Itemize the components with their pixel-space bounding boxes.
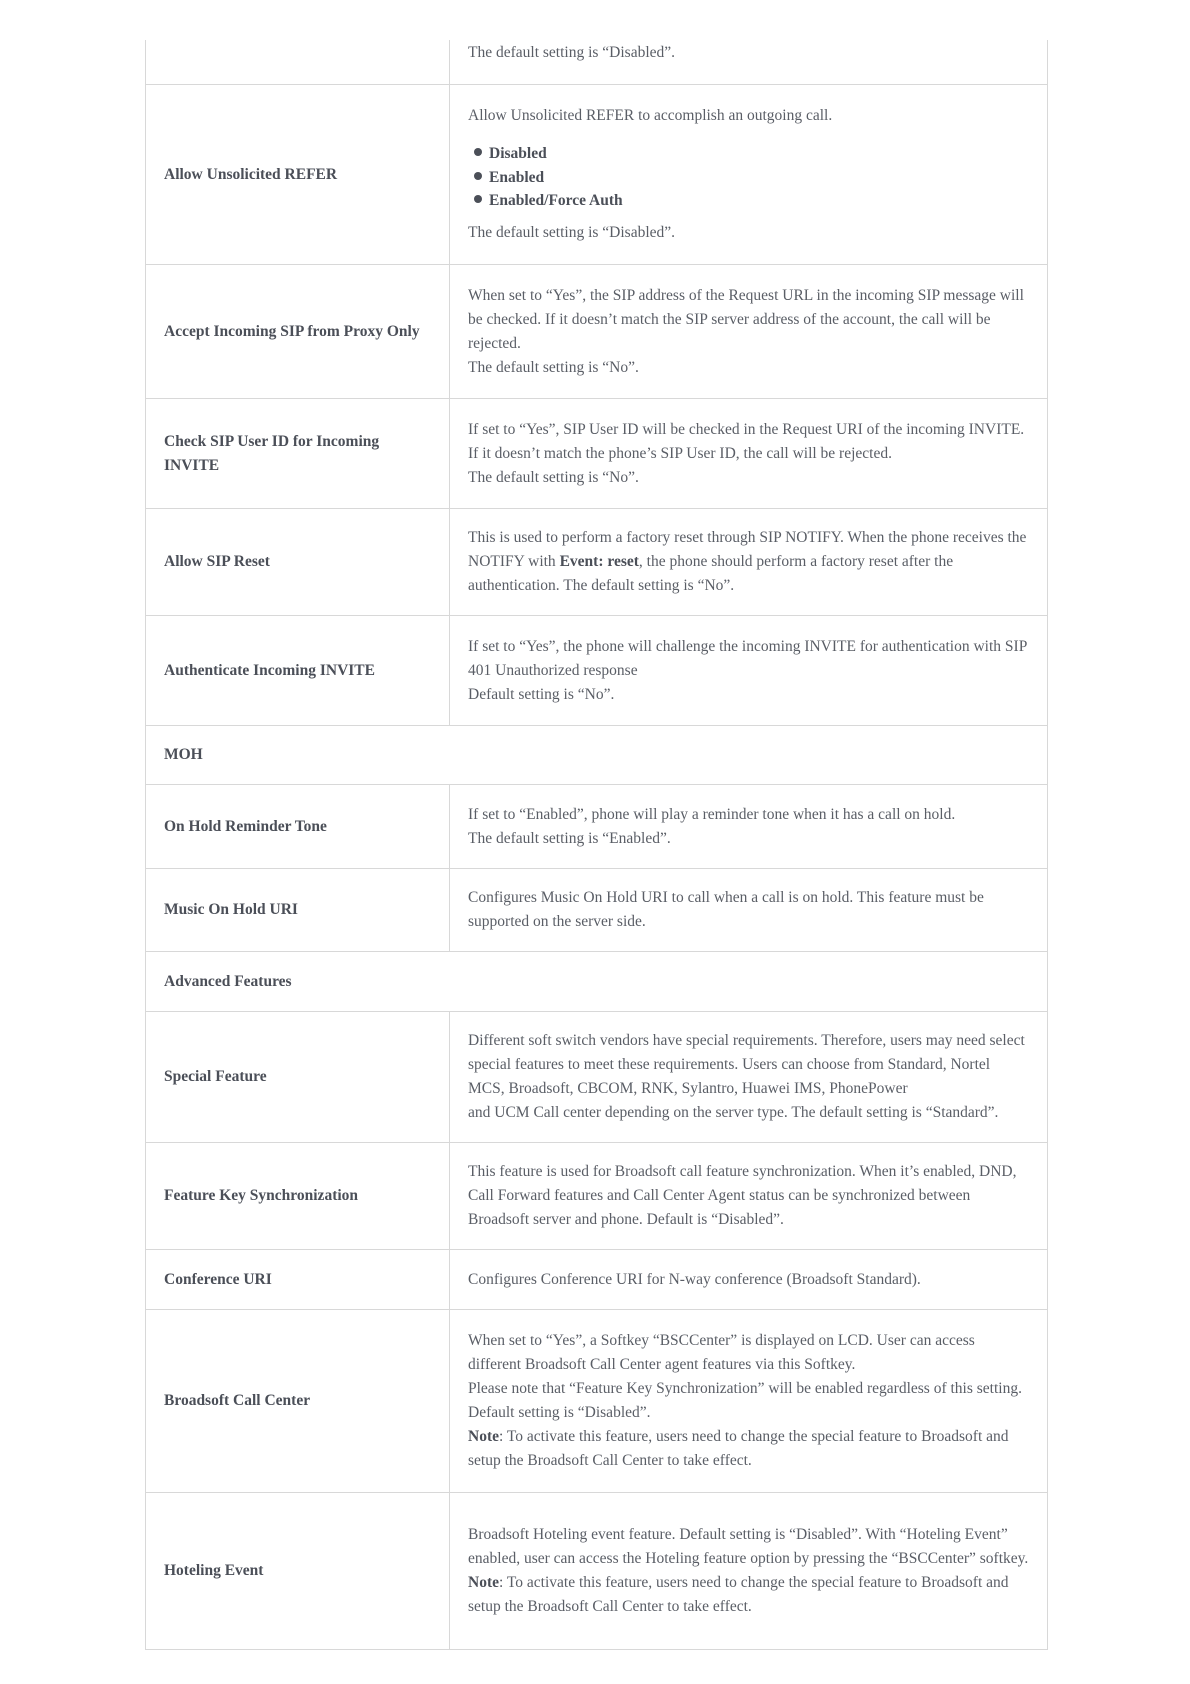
table-row bbox=[146, 265, 1047, 399]
description-text: Different soft switch vendors have special requirements. Therefore, users may need select special features to meet these requirements. Users can choose from Standard, Nortel MCS, Broadsoft, CBCOM, RNK, Sylantro, Huawei IMS, PhonePower bbox=[468, 1032, 1025, 1097]
table-row bbox=[146, 85, 1047, 265]
row-description bbox=[450, 399, 1047, 508]
description-text: Configures Music On Hold URI to call when a call is on hold. This feature must be supported on the server side. bbox=[468, 889, 984, 930]
table-row bbox=[146, 509, 1047, 616]
list-item bbox=[474, 166, 1029, 190]
note-body: : To activate this feature, users need to change the special feature to Broadsoft and setup the Broadsoft Call Center to take effect. bbox=[468, 1574, 1009, 1615]
default-setting-text: Default setting is “No”. bbox=[468, 685, 615, 703]
row-label: Authenticate Incoming INVITE bbox=[146, 616, 450, 725]
row-label: On Hold Reminder Tone bbox=[146, 785, 450, 868]
default-setting-text: The default setting is “Disabled”. bbox=[468, 223, 676, 241]
bullet-icon bbox=[474, 148, 482, 156]
table-row bbox=[146, 399, 1047, 509]
row-label: Check SIP User ID for Incoming INVITE bbox=[146, 399, 450, 508]
default-setting-text: The default setting is “No”. bbox=[468, 468, 639, 486]
description-post: , the phone should perform a factory reset after the authentication. The default setting is “No”. bbox=[468, 553, 954, 594]
table-row bbox=[146, 785, 1047, 869]
note-label: Note bbox=[468, 1574, 499, 1591]
table-row bbox=[146, 1250, 1047, 1310]
bullet-icon bbox=[474, 172, 482, 180]
row-description bbox=[450, 40, 1047, 84]
list-item bbox=[474, 142, 1029, 166]
option-label: Enabled/Force Auth bbox=[489, 192, 623, 210]
row-label: Broadsoft Call Center bbox=[146, 1310, 450, 1492]
bullet-icon bbox=[474, 195, 482, 203]
description-text: Broadsoft Hoteling event feature. Default setting is “Disabled”. With “Hoteling Event” enabled, user can access the Hoteling feature option by pressing the “BSCCenter” softkey. bbox=[468, 1526, 1029, 1567]
options-list bbox=[468, 142, 1029, 213]
table-row bbox=[146, 1143, 1047, 1250]
description-text-continued: and UCM Call center depending on the server type. The default setting is “Standard”. bbox=[468, 1104, 999, 1121]
default-setting-text: The default setting is “No”. bbox=[468, 358, 639, 376]
row-description bbox=[450, 785, 1047, 868]
row-label bbox=[146, 40, 450, 84]
row-label: Allow SIP Reset bbox=[146, 509, 450, 615]
row-description bbox=[450, 1250, 1047, 1309]
note-text bbox=[468, 1425, 1029, 1473]
table-row bbox=[146, 869, 1047, 952]
description-text: When set to “Yes”, a Softkey “BSCCenter” is displayed on LCD. User can access different Broadsoft Call Center agent features via this Softkey. bbox=[468, 1332, 975, 1373]
table-row bbox=[146, 1012, 1047, 1143]
table-row bbox=[146, 1493, 1047, 1650]
row-label: Accept Incoming SIP from Proxy Only bbox=[146, 265, 450, 398]
note-text bbox=[468, 1571, 1029, 1619]
description-text: If set to “Yes”, the phone will challenge the incoming INVITE for authentication with SIP 401 Unauthorized response bbox=[468, 637, 1027, 679]
description-text bbox=[468, 526, 1029, 598]
row-description bbox=[450, 85, 1047, 264]
list-item bbox=[474, 189, 1029, 213]
section-title: Advanced Features bbox=[164, 972, 292, 990]
description-text: When set to “Yes”, the SIP address of the Request URL in the incoming SIP message will be checked. If it doesn’t match the SIP server address of the account, the call will be rejected. bbox=[468, 286, 1024, 352]
note-label: Note bbox=[468, 1428, 499, 1445]
section-header-moh bbox=[146, 726, 1047, 785]
description-text-continued: Please note that “Feature Key Synchronization” will be enabled regardless of this setting. Default setting is “Disabled”. bbox=[468, 1380, 1022, 1421]
section-title: MOH bbox=[164, 746, 203, 763]
row-description bbox=[450, 869, 1047, 951]
row-description bbox=[450, 509, 1047, 615]
row-description bbox=[450, 1493, 1047, 1649]
description-text: Configures Conference URI for N-way conference (Broadsoft Standard). bbox=[468, 1270, 921, 1288]
note-body: : To activate this feature, users need to change the special feature to Broadsoft and setup the Broadsoft Call Center to take effect. bbox=[468, 1428, 1009, 1469]
row-description bbox=[450, 1143, 1047, 1249]
section-header-advanced-features bbox=[146, 952, 1047, 1012]
description-text: Allow Unsolicited REFER to accomplish an outgoing call. bbox=[468, 107, 833, 125]
row-description bbox=[450, 1310, 1047, 1492]
row-description bbox=[450, 1012, 1047, 1142]
default-setting-text: The default setting is “Disabled”. bbox=[468, 44, 676, 61]
row-label: Music On Hold URI bbox=[146, 869, 450, 951]
row-label: Hoteling Event bbox=[146, 1493, 450, 1649]
table-row bbox=[146, 40, 1047, 85]
row-label: Conference URI bbox=[146, 1250, 450, 1309]
description-text: If set to “Enabled”, phone will play a reminder tone when it has a call on hold. bbox=[468, 805, 956, 823]
table-row bbox=[146, 1310, 1047, 1493]
row-label: Allow Unsolicited REFER bbox=[146, 85, 450, 264]
row-label: Special Feature bbox=[146, 1012, 450, 1142]
row-label: Feature Key Synchronization bbox=[146, 1143, 450, 1249]
description-text: This feature is used for Broadsoft call feature synchronization. When it’s enabled, DND, Call Forward features and Call Center Agent status can be synchronized between Broadsoft server and phone. Default is “Disabled”. bbox=[468, 1163, 1017, 1228]
default-setting-text: The default setting is “Enabled”. bbox=[468, 829, 671, 847]
settings-table bbox=[145, 40, 1048, 1650]
event-reset-keyword: Event: reset bbox=[559, 553, 639, 570]
table-row bbox=[146, 616, 1047, 726]
row-description bbox=[450, 616, 1047, 725]
row-description bbox=[450, 265, 1047, 398]
description-pre: This is used to perform a factory reset through SIP NOTIFY. When the phone receives the NOTIFY with bbox=[468, 529, 1027, 570]
option-label: Enabled bbox=[489, 168, 545, 186]
description-text: If set to “Yes”, SIP User ID will be checked in the Request URI of the incoming INVITE. If it doesn’t match the phone’s SIP User ID, the call will be rejected. bbox=[468, 420, 1025, 462]
option-label: Disabled bbox=[489, 145, 547, 163]
